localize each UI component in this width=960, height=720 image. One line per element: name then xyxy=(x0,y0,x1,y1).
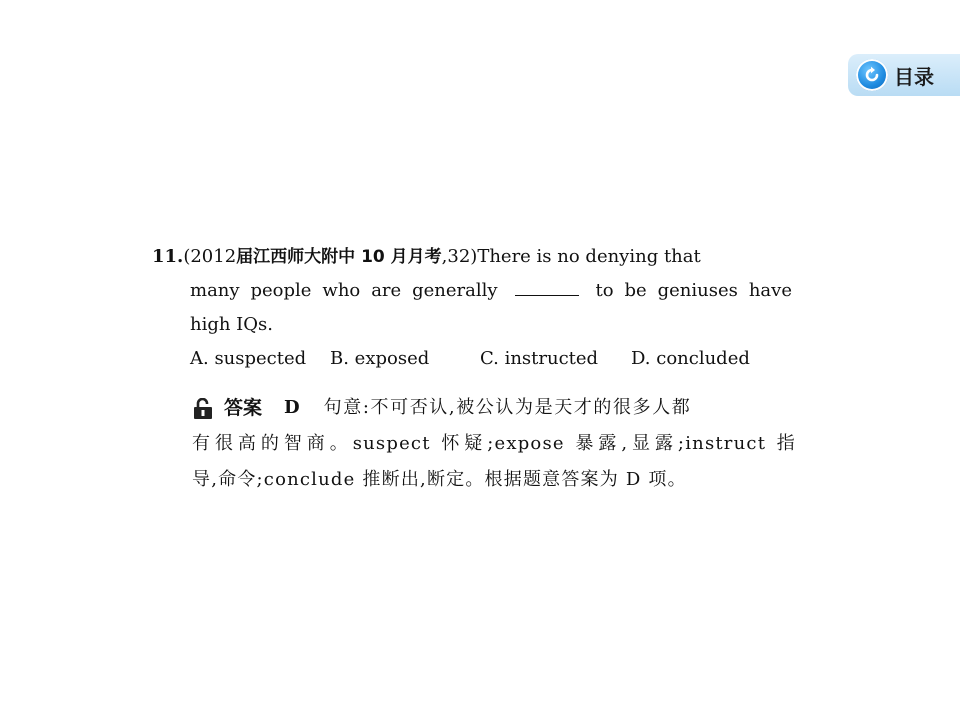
question-source: 届江西师大附中 10 月月考 xyxy=(236,247,442,267)
answer-blank xyxy=(515,277,579,296)
option-d: D. concluded xyxy=(631,348,750,369)
option-c: C. instructed xyxy=(480,348,599,369)
answer-label: 答案 xyxy=(224,397,263,419)
question-stem-after-blank: to be geniuses have xyxy=(595,280,792,301)
option-b: B. exposed xyxy=(330,348,430,369)
answer-block xyxy=(192,390,796,498)
open-lock-icon xyxy=(192,397,214,419)
question-stem-before-blank: many people who are generally xyxy=(190,280,498,301)
question-line-1 xyxy=(152,240,792,274)
question-line-2 xyxy=(152,274,792,308)
toc-button[interactable] xyxy=(848,54,960,96)
answer-explanation-line-2: 有很高的智商。suspect 怀疑;expose 暴露,显露;instruct 指 xyxy=(192,433,796,454)
answer-explanation-line-3: 导,命令;conclude 推断出,断定。根据题意答案为 D 项。 xyxy=(192,469,687,490)
option-a: A. suspected xyxy=(190,348,307,369)
question-block xyxy=(152,240,792,342)
question-line-3: high IQs. xyxy=(190,314,274,335)
question-number: 11. xyxy=(152,246,184,267)
answer-line-1 xyxy=(192,390,796,426)
answer-explanation-line-1: 句意:不可否认,被公认为是天才的很多人都 xyxy=(323,397,692,418)
question-stem-start: ,32)There is no denying that xyxy=(441,246,701,267)
question-source-prefix: (2012 xyxy=(183,246,237,267)
answer-letter: D xyxy=(284,397,300,418)
options-row xyxy=(190,342,790,376)
refresh-circle-icon xyxy=(856,59,888,91)
toc-label: 目录 xyxy=(894,64,934,89)
